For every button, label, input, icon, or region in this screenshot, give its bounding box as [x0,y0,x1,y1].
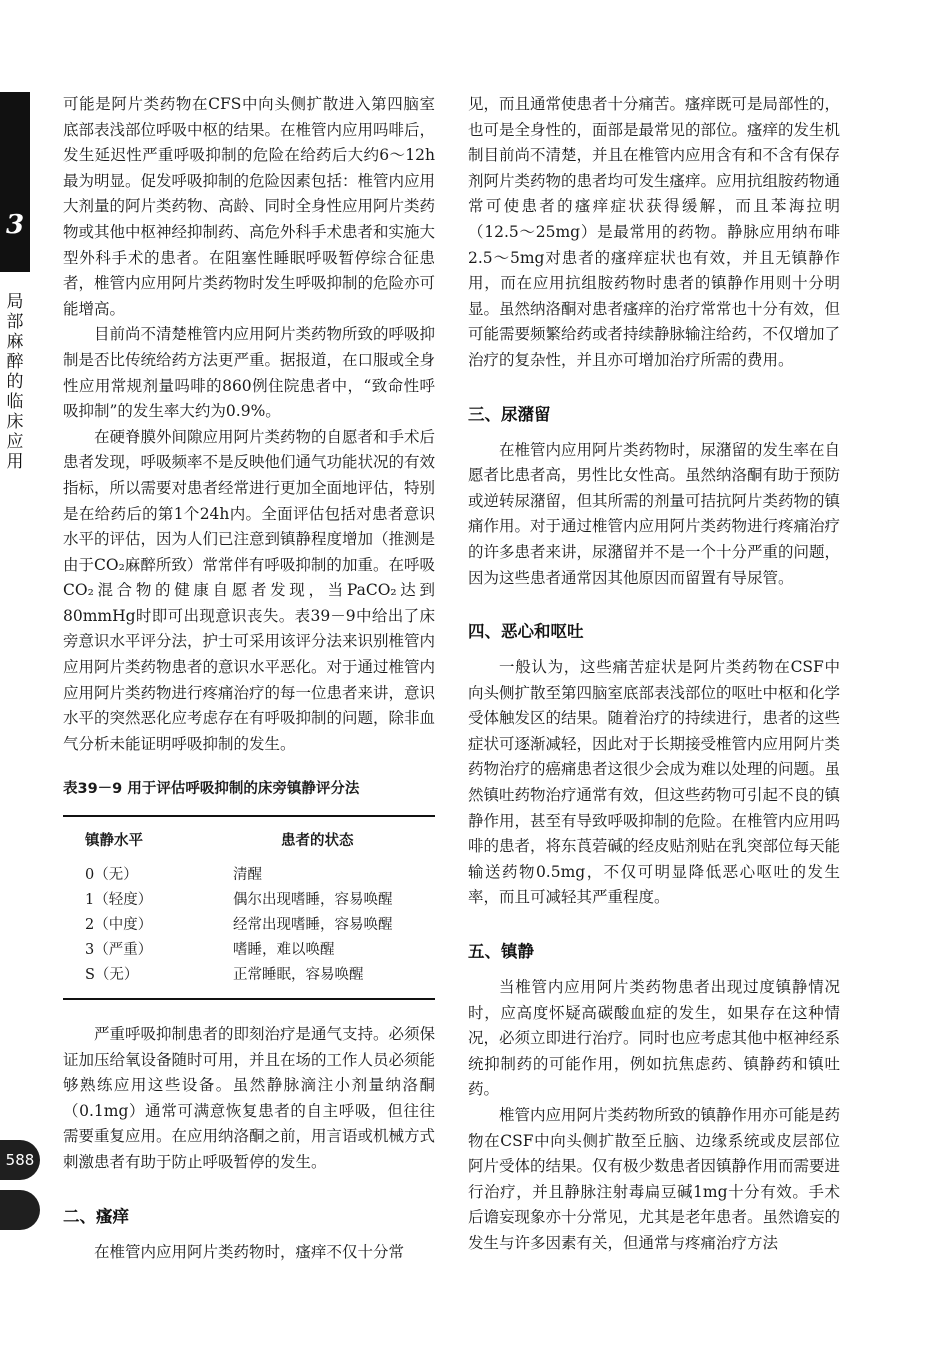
table-cell: 1（轻度） [85,892,153,909]
paragraph: 严重呼吸抑制患者的即刻治疗是通气支持。必须保证加压给氧设备随时可用，并且在场的工作人员必须能够熟练应用这些设备。虽然静脉滴注小剂量纳洛酮（0.1mg）通常可满意恢复患者的自主呼吸，但往往需要重复应用。在应用纳洛酮之前，用言语或机械方式刺激患者有助于防止呼吸暂停的发生。 [63,1025,436,1171]
page-number: 588 [0,1140,40,1180]
table-cell: 2（中度） [85,917,153,934]
table-cell: 经常出现嗜睡，容易唤醒 [233,917,393,934]
table-cell: 嗜睡，难以唤醒 [233,942,335,959]
section-heading: 四、恶心和呕吐 [468,622,584,642]
paragraph: 椎管内应用阿片类药物所致的镇静作用亦可能是药物在CSF中向头侧扩散至丘脑、边缘系统或皮层部位阿片受体的结果。仅有极少数患者因镇静作用而需要进行治疗，并且静脉注射毒扁豆碱1mg十分有效。手术后谵妄现象亦十分常见，尤其是老年患者。虽然谵妄的发生与许多因素有关，但通常与疼痛治疗方法 [468,1106,841,1252]
page-marker-dot [0,1190,40,1230]
table-cell: 3（严重） [85,942,153,959]
table-caption: 表39－9 用于评估呼吸抑制的床旁镇静评分法 [63,781,360,798]
table-header: 镇静水平 [85,833,143,850]
table-cell: 正常睡眠，容易唤醒 [233,967,364,984]
right-column [468,92,840,1257]
table-header: 患者的状态 [281,833,354,850]
paragraph: 可能是阿片类药物在CFS中向头侧扩散进入第四脑室底部表浅部位呼吸中枢的结果。在椎管内应用吗啡后，发生延迟性严重呼吸抑制的危险在给药后大约6～12h最为明显。促发呼吸抑制的危险因素包括：椎管内应用大剂量的阿片类药物、高龄、同时全身性应用阿片类药物或其他中枢神经抑制药、高危外科手术患者和实施大型外科手术的患者。在阻塞性睡眠呼吸暂停综合征患者，椎管内应用阿片类药物时发生呼吸抑制的危险亦可能增高。 [63,95,436,318]
chapter-tab [0,92,30,272]
section-heading: 三、尿潴留 [468,404,551,424]
table-cell: 清醒 [233,867,262,884]
table-cell: 0（无） [85,867,138,884]
table-row [63,938,435,963]
chapter-number: 3 [5,210,25,240]
section-heading: 二、瘙痒 [63,1206,129,1226]
table-row [63,888,435,913]
section-heading: 五、镇静 [468,942,534,962]
left-column [63,92,435,1265]
table-header-row [63,823,435,863]
table-cell: 偶尔出现嗜睡，容易唤醒 [233,892,393,909]
paragraph: 见，而且通常使患者十分痛苦。瘙痒既可是局部性的，也可是全身性的，面部是最常见的部位。瘙痒的发生机制目前尚不清楚，并且在椎管内应用含有和不含有保存剂阿片类药物的患者均可发生瘙痒。应用抗组胺药物通常可使患者的瘙痒症状获得缓解，而且苯海拉明（12.5～25mg）是最常用的药物。静脉应用纳布啡2.5～5mg对患者的瘙痒症状也有效，并且无镇静作用，而在应用抗组胺药物时患者的镇静作用则十分明显。虽然纳洛酮对患者瘙痒的治疗常常也十分有效，但可能需要频繁给药或者持续静脉输注给药，不仅增加了治疗的复杂性，并且亦可增加治疗所需的费用。 [468,95,841,369]
table-row [63,963,435,988]
table-row [63,863,435,888]
paragraph: 在椎管内应用阿片类药物时，瘙痒不仅十分常 [94,1242,405,1261]
section-title: 局部麻醉的临床应用 [6,292,24,472]
paragraph: 在椎管内应用阿片类药物时，尿潴留的发生率在自愿者比患者高，男性比女性高。虽然纳洛酮有助于预防或逆转尿潴留，但其所需的剂量可拮抗阿片类药物的镇痛作用。对于通过椎管内应用阿片类药物进行疼痛治疗的许多患者来讲，尿潴留并不是一个十分严重的问题，因为这些患者通常因其他原因而留置有导尿管。 [468,440,841,587]
table-row [63,913,435,938]
paragraph: 目前尚不清楚椎管内应用阿片类药物所致的呼吸抑制是否比传统给药方法更严重。据报道，在口服或全身性应用常规剂量吗啡的860例住院患者中，“致命性呼吸抑制”的发生率大约为0.9%。 [63,325,436,421]
paragraph: 在硬脊膜外间隙应用阿片类药物的自愿者和手术后患者发现，呼吸频率不是反映他们通气功能状况的有效指标，所以需要对患者经常进行更加全面地评估，特别是在给药后的第1个24h内。全面评估包括对患者意识水平的评估，因为人们已注意到镇静程度增加（推测是由于CO₂麻醉所致）常常伴有呼吸抑制的加重。在呼吸CO₂混合物的健康自愿者发现，当PaCO₂达到80mmHg时即可出现意识丧失。表39－9中给出了床旁意识水平评分法，护士可采用该评分法来识别椎管内应用阿片类药物患者的意识水平恶化。对于通过椎管内应用阿片类药物进行疼痛治疗的每一位患者来讲，意识水平的突然恶化应考虑存在有呼吸抑制的问题，除非血气分析未能证明呼吸抑制的发生。 [63,427,436,753]
table-cell: S（无） [85,967,139,984]
paragraph: 当椎管内应用阿片类药物患者出现过度镇静情况时，应高度怀疑高碳酸血症的发生，如果存在这种情况，必须立即进行治疗。同时也应考虑其他中枢神经系统抑制药的可能作用，例如抗焦虑药、镇静药和镇吐药。 [468,978,841,1099]
sedation-table [63,815,435,1000]
paragraph: 一般认为，这些痛苦症状是阿片类药物在CSF中向头侧扩散至第四脑室底部表浅部位的呕吐中枢和化学受体触发区的结果。随着治疗的持续进行，患者的这些症状可逐渐减轻，因此对于长期接受椎管内应用阿片类药物治疗的癌痛患者这很少会成为难以处理的问题。虽然镇吐药物治疗通常有效，但这些药物可引起不良的镇静作用，甚至有导致呼吸抑制的危险。在椎管内应用吗啡的患者，将东莨菪碱的经皮贴剂贴在乳突部位每天能输送药物0.5mg，不仅可明显降低恶心呕吐的发生率，而且可减轻其严重程度。 [468,658,841,907]
